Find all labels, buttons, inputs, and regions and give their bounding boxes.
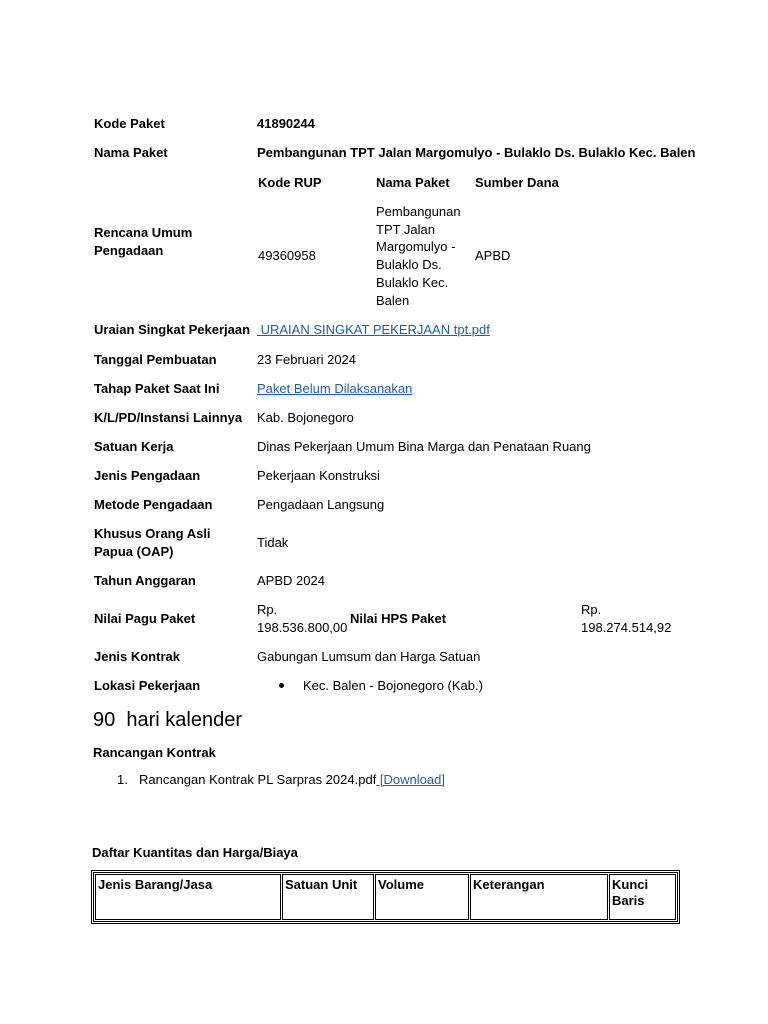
- uraian-pdf-link[interactable]: URAIAN SINGKAT PEKERJAAN tpt.pdf: [257, 322, 490, 337]
- uraian-label: Uraian Singkat Pekerjaan: [94, 322, 251, 337]
- metode-label: Metode Pengadaan: [94, 497, 213, 512]
- rup-nama-value: Pembangunan TPT Jalan Margomulyo - Bulaklo Ds. Bulaklo Kec. Balen: [376, 204, 461, 308]
- rup-kode-value: 49360958: [258, 248, 316, 263]
- lokasi-bullet: [279, 683, 284, 688]
- tahap-link[interactable]: Paket Belum Dilaksanakan: [257, 381, 413, 396]
- col-kunci-baris: Kunci Baris: [609, 874, 676, 920]
- nama-paket-value: Pembangunan TPT Jalan Margomulyo - Bulaklo Ds. Bulaklo Kec. Balen: [257, 145, 696, 160]
- tahun-value: APBD 2024: [257, 573, 325, 588]
- rancangan-item-text: Rancangan Kontrak PL Sarpras 2024.pdf: [139, 772, 377, 787]
- pagu-label: Nilai Pagu Paket: [94, 611, 196, 626]
- oap-label: Khusus Orang Asli Papua (OAP): [94, 526, 211, 559]
- kode-paket-label: Kode Paket: [94, 116, 165, 131]
- rancangan-item-number: 1.: [117, 772, 128, 787]
- tahap-label: Tahap Paket Saat Ini: [94, 381, 220, 396]
- instansi-label: K/L/PD/Instansi Lainnya: [94, 410, 243, 425]
- tahun-label: Tahun Anggaran: [94, 573, 196, 588]
- jenis-pengadaan-label: Jenis Pengadaan: [94, 468, 201, 483]
- col-jenis-barang: Jenis Barang/Jasa: [95, 874, 281, 920]
- oap-value: Tidak: [257, 535, 289, 550]
- rup-label: Rencana Umum Pengadaan: [94, 225, 193, 258]
- instansi-value: Kab. Bojonegoro: [257, 410, 354, 425]
- col-volume: Volume: [375, 874, 469, 920]
- jenis-kontrak-label: Jenis Kontrak: [94, 649, 180, 664]
- pagu-value: Rp. 198.536.800,00: [257, 602, 348, 635]
- hps-value: Rp. 198.274.514,92: [581, 602, 672, 635]
- rup-sumber-value: APBD: [475, 248, 511, 263]
- daftar-header-row: [95, 874, 676, 920]
- col-satuan-unit: Satuan Unit: [282, 874, 374, 920]
- durasi-text: 90 hari kalender: [93, 709, 242, 731]
- daftar-heading: Daftar Kuantitas dan Harga/Biaya: [92, 845, 298, 860]
- lokasi-item: Kec. Balen - Bojonegoro (Kab.): [303, 678, 483, 693]
- nama-paket-label: Nama Paket: [94, 145, 168, 160]
- tanggal-label: Tanggal Pembuatan: [94, 352, 217, 367]
- satuan-kerja-label: Satuan Kerja: [94, 439, 174, 454]
- metode-value: Pengadaan Langsung: [257, 497, 385, 512]
- satuan-kerja-value: Dinas Pekerjaan Umum Bina Marga dan Penataan Ruang: [257, 439, 591, 454]
- rancangan-item: [139, 771, 445, 789]
- daftar-table: [93, 872, 678, 922]
- hps-label: Nilai HPS Paket: [350, 611, 447, 626]
- rup-header-nama: Nama Paket: [376, 175, 450, 190]
- rup-header-sumber: Sumber Dana: [475, 175, 559, 190]
- download-link[interactable]: [Download]: [376, 772, 445, 787]
- lokasi-label: Lokasi Pekerjaan: [94, 678, 201, 693]
- rancangan-heading: Rancangan Kontrak: [93, 745, 216, 760]
- jenis-pengadaan-value: Pekerjaan Konstruksi: [257, 468, 380, 483]
- rup-header-kode: Kode RUP: [258, 175, 322, 190]
- col-keterangan: Keterangan: [470, 874, 608, 920]
- kode-paket-value: 41890244: [257, 116, 315, 131]
- jenis-kontrak-value: Gabungan Lumsum dan Harga Satuan: [257, 649, 481, 664]
- tanggal-value: 23 Februari 2024: [257, 352, 357, 367]
